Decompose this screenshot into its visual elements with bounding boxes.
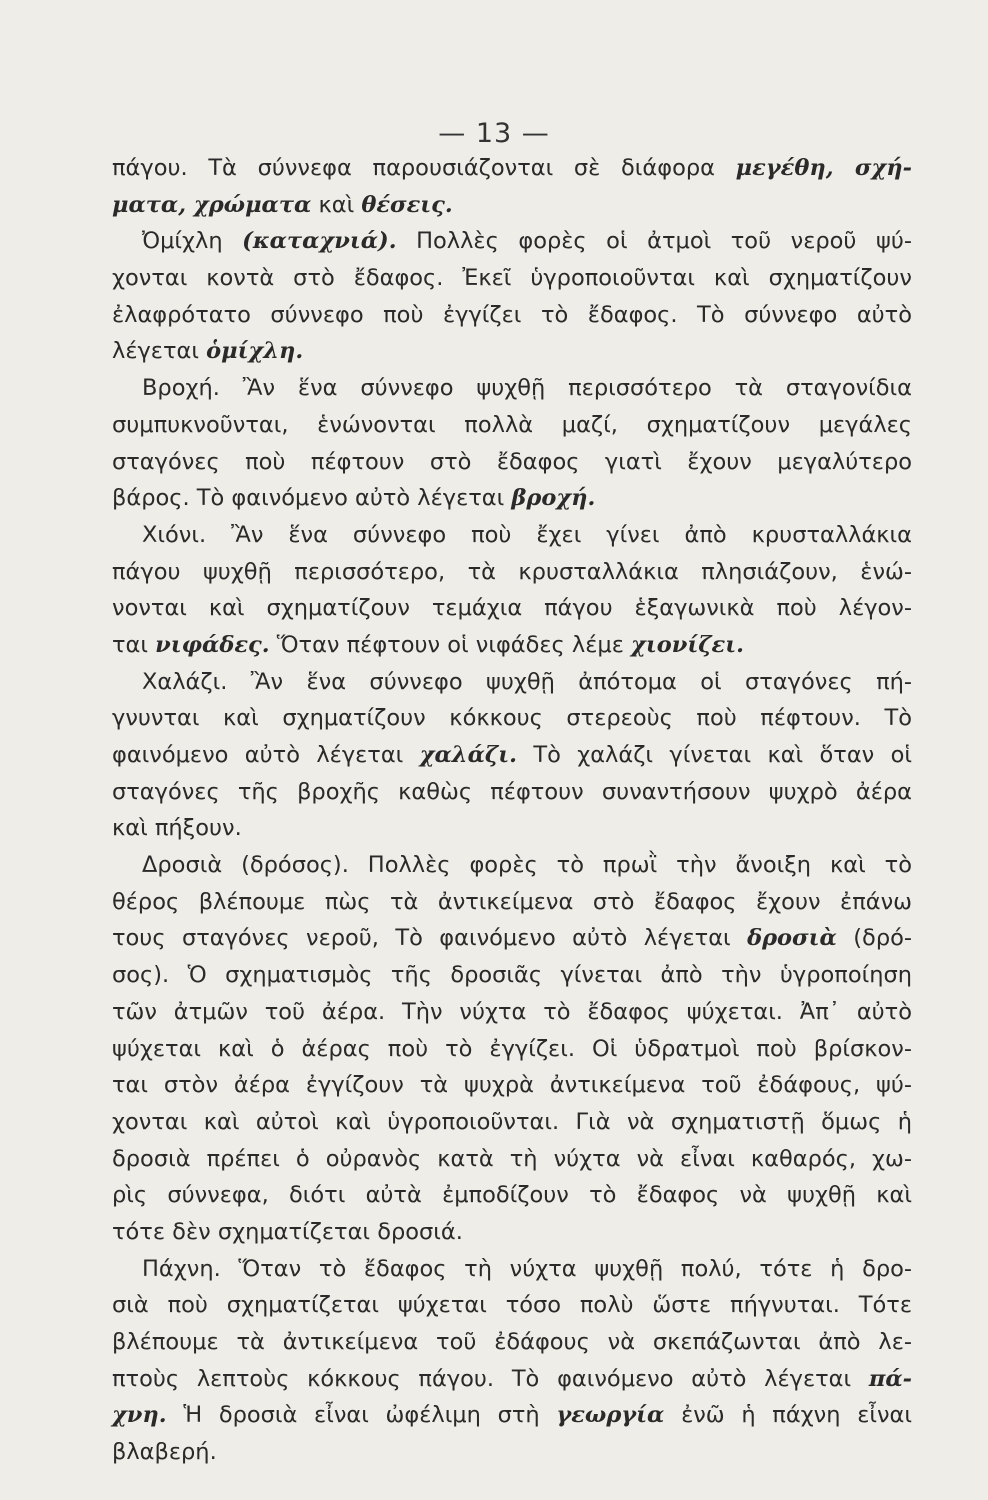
text-segment: συμπυκνοῦνται, ἑνώνονται πολλὰ μαζί, σχηματίζουν μεγάλες (112, 411, 912, 438)
text-line (112, 590, 912, 627)
text-line (112, 297, 912, 334)
italic-term: χνη. (112, 1402, 167, 1429)
text-segment: ἐνῶ ἡ πάχνη εἶναι (664, 1402, 913, 1429)
italic-term: ματα, χρώματα (112, 191, 312, 218)
text-line (112, 1214, 912, 1251)
text-segment: βλέπουμε τὰ ἀντικείμενα τοῦ ἐδάφους νὰ σκεπάζωνται ἀπὸ λε- (112, 1329, 912, 1355)
italic-term: χαλάζι. (419, 742, 517, 768)
text-line (112, 517, 912, 554)
text-segment: δροσιὰ πρέπει ὁ οὐρανὸς κατὰ τὴ νύχτα νὰ εἶναι καθαρός, χω- (112, 1145, 912, 1172)
text-segment: χονται καὶ αὐτοὶ καὶ ὑγροποιοῦνται. Γιὰ νὰ σχηματιστῇ ὅμως ἡ (112, 1108, 912, 1135)
text-line (112, 370, 912, 407)
text-segment: βλαβερή. (112, 1439, 217, 1466)
text-segment: καὶ (311, 191, 362, 218)
text-segment: γνυνται καὶ σχηματίζουν κόκκους στερεοὺς ποὺ πέφτουν. Τὸ (112, 705, 912, 732)
text-line (112, 480, 912, 517)
text-segment: Ἡ δροσιὰ εἶναι ὠφέλιμη στὴ (166, 1402, 557, 1429)
text-segment: Πολλὲς φορὲς οἱ ἀτμοὶ τοῦ νεροῦ ψύ- (396, 228, 912, 255)
text-segment: φαινόμενο αὐτὸ λέγεται (112, 742, 420, 768)
text-line (112, 187, 912, 224)
text-segment: σταγόνες ποὺ πέφτουν στὸ ἔδαφος γιατὶ ἔχουν μεγαλύτερο (112, 448, 912, 475)
body-text (112, 150, 912, 1471)
text-segment: τους σταγόνες νεροῦ, Τὸ φαινόμενο αὐτὸ λέγεται (112, 925, 748, 952)
text-segment: Τὸ χαλάζι γίνεται καὶ ὅταν οἱ (516, 742, 913, 768)
text-line (112, 1287, 912, 1324)
text-segment: Ὅταν πέφτουν οἱ νιφάδες λέμε (269, 631, 632, 658)
text-line (112, 700, 912, 737)
text-segment: ται (112, 631, 156, 658)
text-segment: Ὀμίχλη (142, 228, 243, 255)
text-line (112, 774, 912, 811)
text-segment: Πάχνη. Ὅταν τὸ ἔδαφος τὴ νύχτα ψυχθῇ πολύ, τότε ἡ δρο- (142, 1255, 912, 1282)
text-segment: Δροσιὰ (δρόσος). Πολλὲς φορὲς τὸ πρωῒ τὴν ἄνοιξη καὶ τὸ (142, 852, 912, 879)
text-line (112, 884, 912, 921)
page-number: — 13 — (438, 118, 550, 149)
text-line (112, 1177, 912, 1214)
text-segment: σος). Ὁ σχηματισμὸς τῆς δροσιᾶς γίνεται ἀπὸ τὴν ὑγροποίηση (112, 962, 912, 989)
text-segment: Χιόνι. Ἂν ἕνα σύννεφο ποὺ ἔχει γίνει ἀπὸ κρυσταλλάκια (142, 521, 912, 548)
text-segment: σιὰ ποὺ σχηματίζεται ψύχεται τόσο πολὺ ὥστε πήγνυται. Τότε (112, 1292, 912, 1319)
text-line (112, 1251, 912, 1288)
italic-term: πά- (868, 1365, 912, 1392)
text-line (112, 333, 912, 370)
text-segment: θέρος βλέπουμε πὼς τὰ ἀντικείμενα στὸ ἔδαφος ἔχουν ἐπάνω (112, 888, 912, 915)
italic-term: νιφάδες. (155, 631, 270, 658)
text-line (112, 994, 912, 1031)
text-line (112, 223, 912, 260)
text-segment: πάγου ψυχθῇ περισσότερο, τὰ κρυσταλλάκια πλησιάζουν, ἑνώ- (112, 558, 912, 585)
text-segment: ρὶς σύννεφα, διότι αὐτὰ ἐμποδίζουν τὸ ἔδαφος νὰ ψυχθῇ καὶ (112, 1182, 912, 1209)
text-line (112, 847, 912, 884)
text-segment: νονται καὶ σχηματίζουν τεμάχια πάγου ἑξαγωνικὰ ποὺ λέγον- (112, 595, 912, 622)
text-segment: σταγόνες τῆς βροχῆς καθὼς πέφτουν συναντήσουν ψυχρὸ ἀέρα (112, 778, 912, 805)
italic-term: (καταχνιά). (242, 228, 397, 255)
text-line (112, 920, 912, 957)
text-line (112, 444, 912, 481)
text-segment: τότε δὲν σχηματίζεται δροσιά. (112, 1218, 463, 1245)
text-line (112, 407, 912, 444)
text-line (112, 150, 912, 187)
italic-term: δροσιὰ (747, 925, 837, 952)
text-segment: ψύχεται καὶ ὁ ἀέρας ποὺ τὸ ἐγγίζει. Οἱ ὑδρατμοὶ ποὺ βρίσκον- (112, 1035, 912, 1062)
italic-term: χιονίζει. (631, 631, 744, 658)
text-line (112, 810, 912, 847)
italic-term: ὁμίχλη. (206, 338, 304, 365)
text-segment: πτοὺς λεπτοὺς κόκκους πάγου. Τὸ φαινόμενο αὐτὸ λέγεται (112, 1365, 869, 1392)
text-line (112, 627, 912, 664)
text-line (112, 1324, 912, 1361)
text-segment: βάρος. Τὸ φαινόμενο αὐτὸ λέγεται (112, 485, 512, 512)
text-segment: Βροχή. Ἂν ἕνα σύννεφο ψυχθῇ περισσότερο τὰ σταγονίδια (142, 375, 912, 402)
text-line (112, 1361, 912, 1398)
italic-term: βροχή. (511, 485, 596, 512)
text-line (112, 1141, 912, 1178)
text-line (112, 664, 912, 701)
text-line (112, 554, 912, 591)
text-line (112, 1104, 912, 1141)
italic-term: μεγέθη, σχή- (735, 155, 912, 181)
text-line (112, 1397, 912, 1434)
text-line (112, 260, 912, 297)
text-segment: τῶν ἀτμῶν τοῦ ἀέρα. Τὴν νύχτα τὸ ἔδαφος ψύχεται. Ἀπ᾿ αὐτὸ (112, 998, 912, 1025)
italic-term: θέσεις. (361, 191, 453, 218)
text-segment: λέγεται (112, 338, 207, 365)
italic-term: γεωργία (556, 1402, 665, 1429)
text-line (112, 957, 912, 994)
text-segment: (δρό- (836, 925, 912, 952)
text-line (112, 1067, 912, 1104)
text-segment: πάγου. Τὰ σύννεφα παρουσιάζονται σὲ διάφορα (112, 155, 736, 181)
text-segment: καὶ πήξουν. (112, 815, 242, 842)
text-line (112, 1031, 912, 1068)
text-line (112, 737, 912, 774)
text-segment: Χαλάζι. Ἂν ἕνα σύννεφο ψυχθῇ ἀπότομα οἱ σταγόνες πή- (142, 668, 912, 695)
text-segment: χονται κοντὰ στὸ ἔδαφος. Ἐκεῖ ὑγροποιοῦνται καὶ σχηματίζουν (112, 265, 912, 292)
text-segment: ἐλαφρότατο σύννεφο ποὺ ἐγγίζει τὸ ἔδαφος. Τὸ σύννεφο αὐτὸ (112, 301, 912, 328)
text-line (112, 1434, 912, 1471)
text-segment: ται στὸν ἀέρα ἐγγίζουν τὰ ψυχρὰ ἀντικείμενα τοῦ ἐδάφους, ψύ- (112, 1072, 912, 1099)
